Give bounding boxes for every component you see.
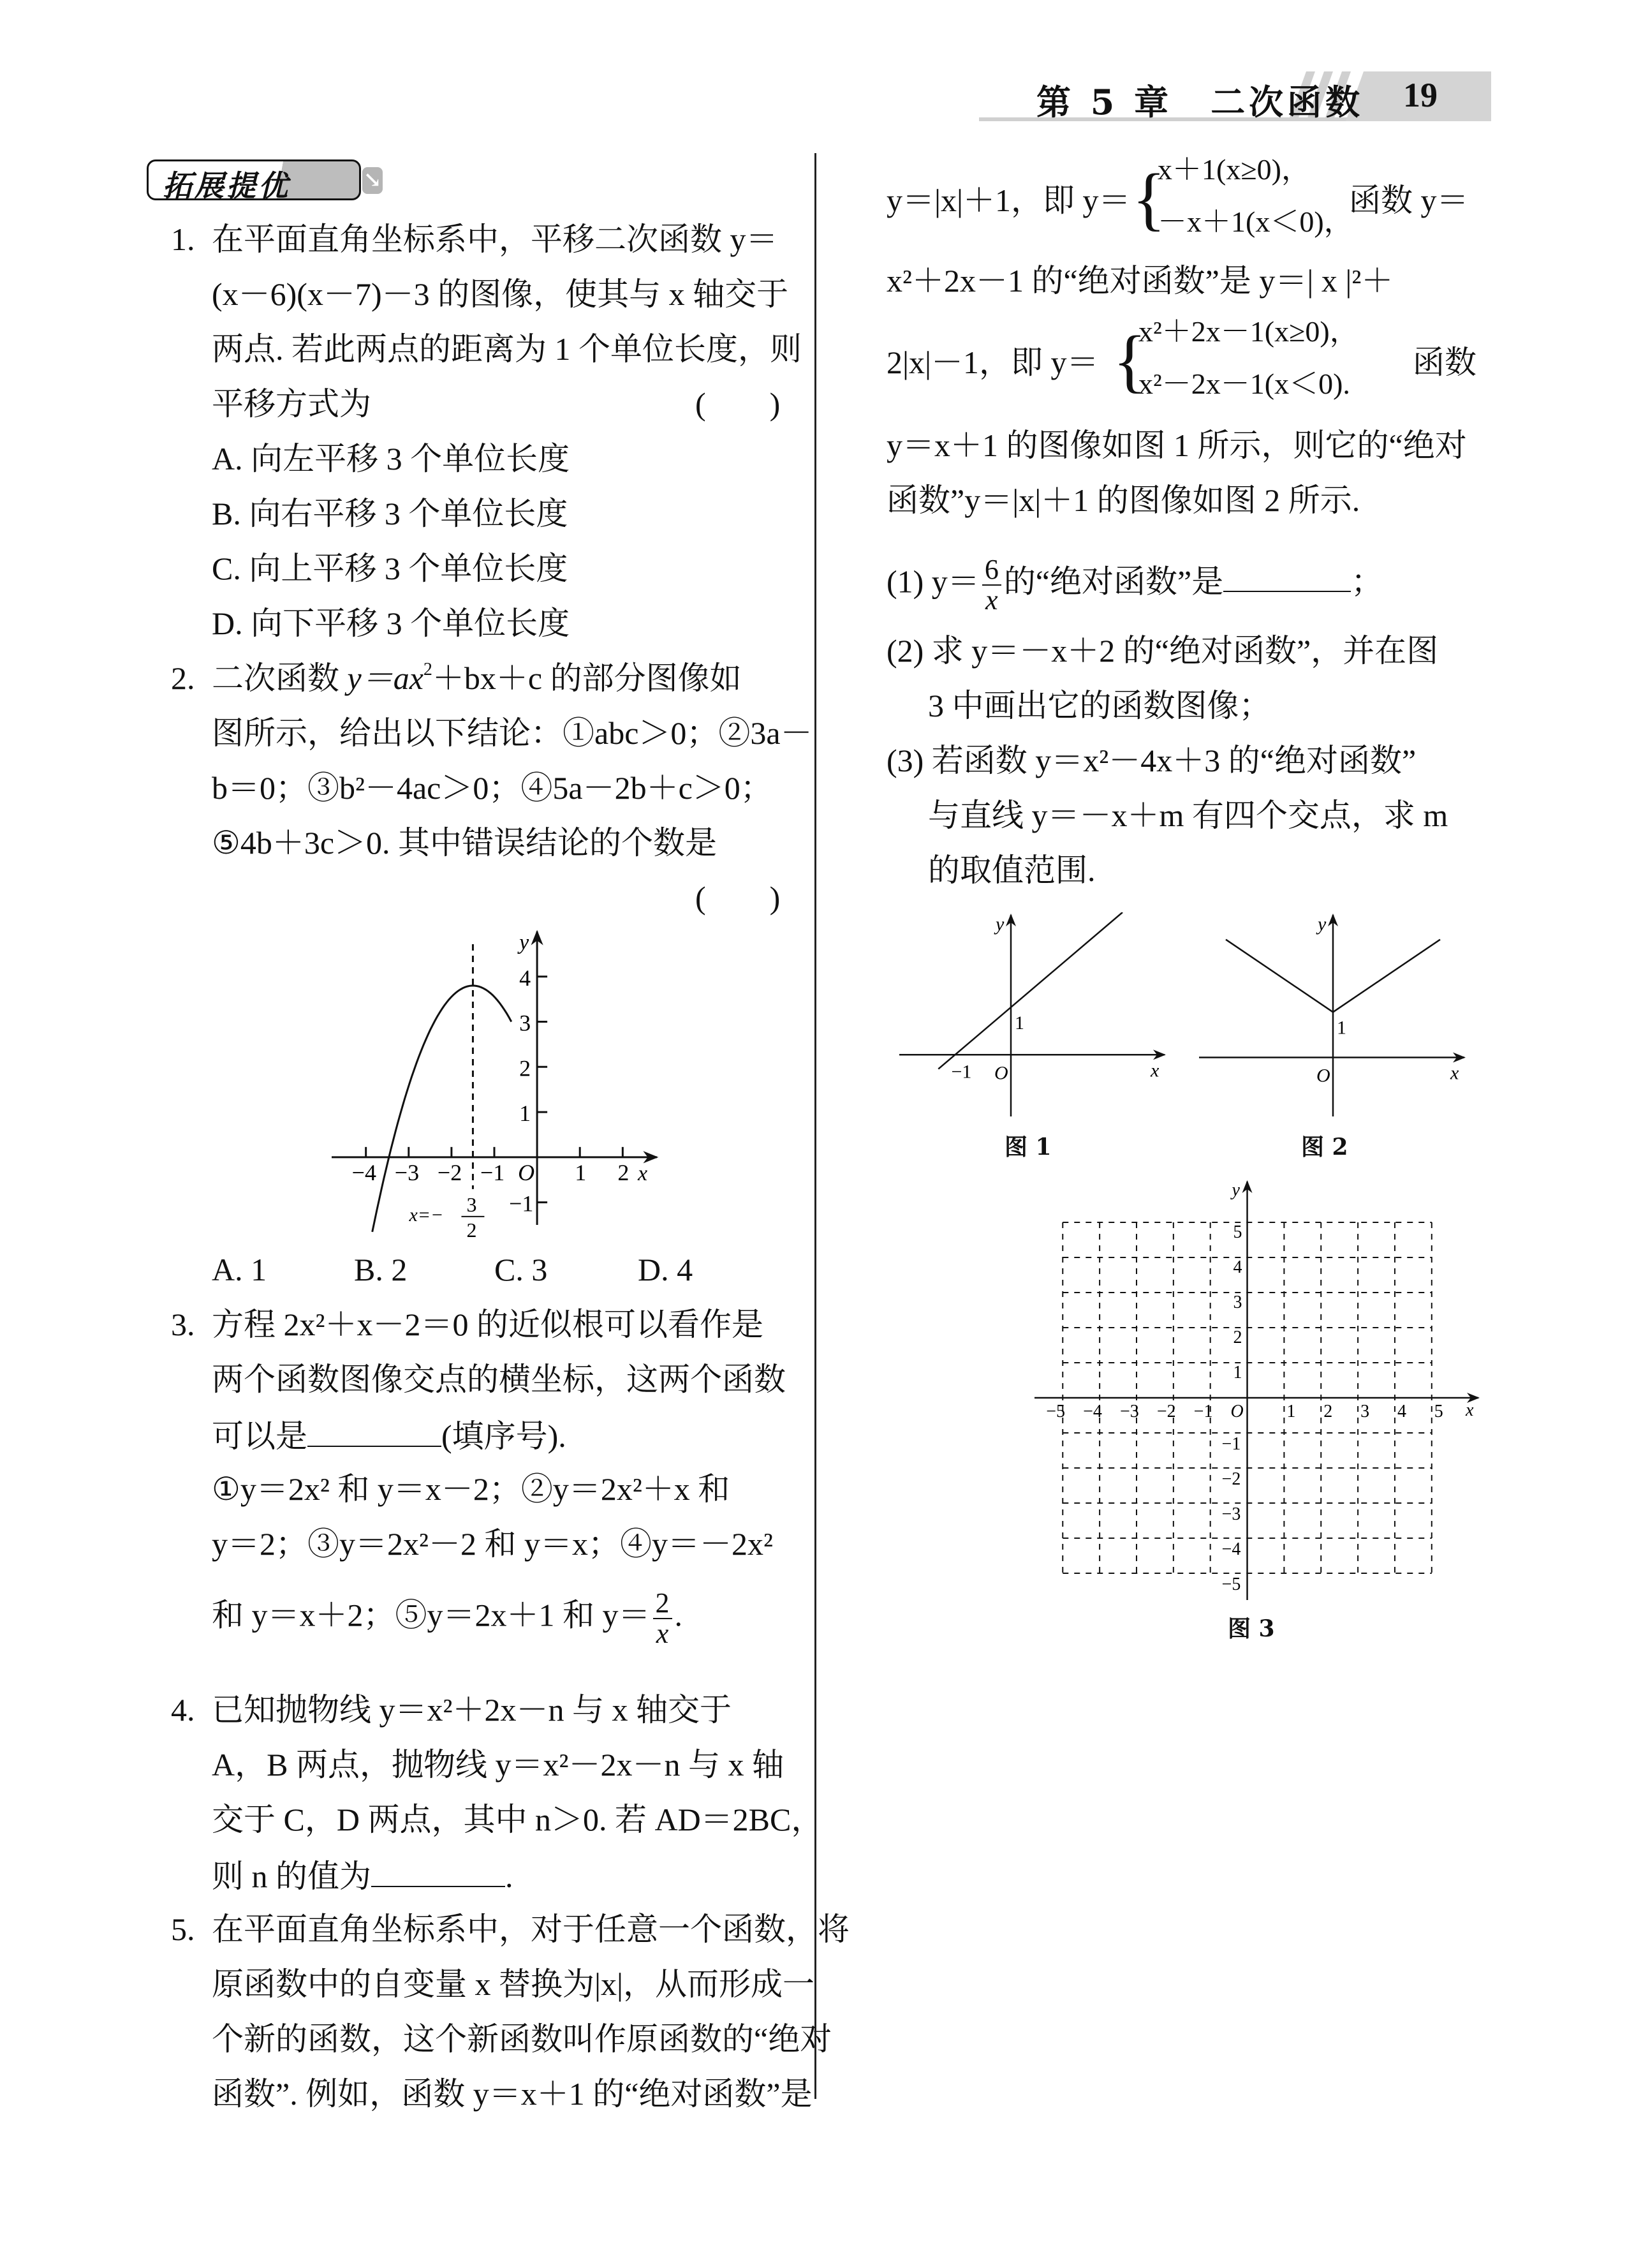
q1-line: (x－6)(x－7)－3 的图像，使其与 x 轴交于 [212,276,789,312]
q5-sub1-answer-blank[interactable] [1223,560,1351,592]
y-tick-label: 3 [1233,1293,1242,1312]
q5-sub3-line: 的取值范围. [928,852,1096,888]
x-axis-label: x [1466,1400,1474,1420]
origin-label: O [1230,1402,1244,1421]
q5-fraction [982,555,1001,615]
origin-label: O [518,1159,535,1185]
y-axis-label: y [1232,1180,1240,1200]
q5-case: x²＋2x－1(x≥0)， [1138,315,1359,348]
figure-1-caption: 图 1 [1005,1134,1052,1160]
q5-sub3-line: 与直线 y＝－x＋m 有四个交点，求 m [928,797,1448,833]
q3-line: 方程 2x²＋x－2＝0 的近似根可以看作是 [212,1307,763,1342]
q5-right-line: y＝|x|＋1，即 y＝ [887,182,1131,218]
q3-number: 3. [171,1307,195,1342]
fraction-denominator: x [985,584,998,616]
x-axis-label: x [638,1161,648,1185]
q2-number: 2. [171,660,195,696]
figure-3-caption: 图 3 [1228,1615,1275,1642]
q5-text: 的“绝对函数”是 [1003,563,1224,600]
q5-sub2-line: (2) 求 y＝－x＋2 的“绝对函数”，并在图 [887,633,1439,669]
y-tick-label: 2 [519,1055,531,1081]
x-tick-label: −3 [394,1159,420,1185]
q5-case: x²－2x－1(x＜0). [1138,367,1350,400]
origin-label: O [994,1062,1008,1084]
q5-sub1 [887,555,1383,615]
chapter-title: 二次函数 [1211,82,1364,122]
y-tick-label: −1 [509,1190,534,1217]
q3-text: . [674,1597,682,1633]
q3-text: 和 y＝x＋2；⑤y＝2x＋1 和 y＝ [212,1597,651,1633]
x-tick-label: 5 [1434,1402,1443,1421]
q4-answer-blank[interactable] [371,1855,505,1887]
q5-right-line: x²＋2x－1 的“绝对函数”是 y＝| x |²＋ [887,263,1394,299]
y-tick-label: 4 [519,965,531,991]
y-axis-label: y [1318,914,1327,935]
y-tick-label: −5 [1221,1575,1241,1594]
q3-option-line: ①y＝2x² 和 y＝x－2；②y＝2x²＋x 和 [212,1471,730,1507]
q5-case: －x＋1(x＜0)， [1158,205,1353,238]
x-tick-label: −1 [1193,1402,1213,1421]
figure-2-caption: 图 2 [1301,1134,1348,1160]
q1-line: 在平面直角坐标系中，平移二次函数 y＝ [212,221,778,257]
y-tick-label: −2 [1221,1469,1241,1489]
y-tick-label: 3 [519,1010,531,1036]
q1-answer-bracket[interactable]: ( ) [695,386,781,422]
y-tick-label: −3 [1221,1504,1241,1524]
x-tick-label: 2 [1323,1402,1333,1421]
q3-line: 两个函数图像交点的横坐标，这两个函数 [212,1361,786,1397]
y-tick-label: 1 [1233,1363,1242,1382]
x-tick-label: 4 [1397,1402,1406,1421]
y-axis-label: y [519,931,529,954]
q2-line: b＝0；③b²－4ac＞0；④5a－2b＋c＞0； [212,770,772,806]
x-tick-label: −4 [1083,1402,1102,1421]
origin-label: O [1316,1065,1330,1086]
section-title: 拓展提优 [163,168,290,203]
symmetry-label-numerator: 3 [466,1192,477,1216]
x-tick-label: 1 [575,1159,587,1185]
chapter-number: 第 5 章 [1036,82,1173,122]
figure-1-chart [899,912,1167,1116]
q1-option-a[interactable]: A. 向左平移 3 个单位长度 [212,441,570,477]
q1-number: 1. [171,221,195,257]
section-tab [147,159,361,203]
q5-text: ； [1351,563,1383,600]
y-tick-label: −4 [1221,1539,1241,1559]
brace-icon: { [1132,159,1166,237]
q3-answer-blank[interactable] [307,1415,441,1447]
q5-text: (1) y＝ [887,563,980,600]
q2-option-b[interactable]: B. 2 [354,1252,408,1287]
q2-answer-bracket[interactable]: ( ) [695,880,781,915]
q3-text: (填序号). [441,1418,566,1454]
q2-option-d[interactable]: D. 4 [638,1252,693,1287]
q3-fraction [653,1589,672,1649]
q1-option-d[interactable]: D. 向下平移 3 个单位长度 [212,605,570,641]
symmetry-label: x=− [409,1204,444,1226]
q5-right-line: 函数 [1413,345,1476,380]
q2-text: 二次函数 [212,660,348,696]
q5-line: 在平面直角坐标系中，对于任意一个函数，将 [212,1911,850,1947]
x-tick-label: −2 [437,1159,462,1185]
x-intercept-label: −1 [951,1061,972,1083]
x-axis-label: x [1450,1062,1459,1084]
y-tick-label: 2 [1233,1328,1242,1347]
parabola-curve [372,986,512,1232]
q4-line: A，B 两点，抛物线 y＝x²－2x－n 与 x 轴 [212,1747,784,1783]
q5-sub3-line: (3) 若函数 y＝x²－4x＋3 的“绝对函数” [887,743,1417,778]
brace-icon: { [1113,322,1147,399]
q1-line: 两点. 若此两点的距离为 1 个单位长度，则 [212,331,802,367]
symmetry-label-denominator: 2 [466,1218,477,1241]
q2-option-c[interactable]: C. 3 [494,1252,548,1287]
q1-option-b[interactable]: B. 向右平移 3 个单位长度 [212,496,568,531]
q1-line: 平移方式为 [212,386,371,422]
q4-line: 交于 C，D 两点，其中 n＞0. 若 AD＝2BC， [212,1802,823,1837]
q1-option-c[interactable]: C. 向上平移 3 个单位长度 [212,551,568,586]
q2-line: 图所示，给出以下结论：①abc＞0；②3a－ [212,715,813,751]
vertex-label: 1 [1337,1017,1346,1039]
fraction-numerator: 6 [982,555,1001,586]
x-tick-label: −1 [480,1159,505,1185]
q3-option-line [212,1589,682,1649]
q5-line: 原函数中的自变量 x 替换为|x|，从而形成一 [212,1966,815,2002]
q5-number: 5. [171,1911,195,1947]
x-tick-label: −2 [1156,1402,1176,1421]
q2-option-a[interactable]: A. 1 [212,1252,267,1287]
y-tick-label: 5 [1233,1222,1242,1242]
q2-line: ⑤4b＋3c＞0. 其中错误结论的个数是 [212,825,718,861]
q3-option-line: y＝2；③y＝2x²－2 和 y＝x；④y＝－2x² [212,1526,773,1562]
x-tick-label: −3 [1119,1402,1139,1421]
q5-line: 个新的函数，这个新函数叫作原函数的“绝对 [212,2021,832,2057]
arrow-down-right-icon: ↘ [362,167,383,194]
q5-right-line: y＝x＋1 的图像如图 1 所示，则它的“绝对 [887,427,1467,463]
q3-line [212,1415,566,1455]
q5-right-line: 函数”y＝|x|＋1 的图像如图 2 所示. [887,482,1360,518]
x-axis-label: x [1151,1060,1160,1081]
q3-text: 可以是 [212,1418,307,1454]
q2-parabola-chart [319,919,676,1250]
y-axis-label: y [996,914,1005,935]
q4-text: 则 n 的值为 [212,1858,371,1894]
q5-right-line: 2|x|－1，即 y＝ [887,345,1099,380]
q5-line: 函数”. 例如，函数 y＝x＋1 的“绝对函数”是 [212,2076,813,2112]
q5-right-line: 函数 y＝ [1349,182,1469,218]
y-intercept-label: 1 [1015,1012,1024,1034]
y-tick-label: 1 [519,1101,531,1127]
line-y-equals-x-plus-1 [938,912,1123,1069]
x-tick-label: 1 [1286,1402,1296,1421]
q2-line: 二次函数 $y=ax^2+bx+c$ 的部分图像如 [212,660,742,696]
q4-line [212,1855,513,1895]
y-tick-label: 4 [1233,1257,1242,1277]
q2-text: ＋bx＋c 的部分图像如 [432,660,742,696]
figure-3-grid-chart[interactable] [1033,1180,1480,1601]
q4-text: . [505,1858,513,1894]
q4-number: 4. [171,1692,195,1728]
fraction-denominator: x [656,1618,669,1649]
x-tick-label: −4 [351,1159,376,1185]
figure-2-chart [1199,912,1467,1116]
q5-case: x＋1(x≥0)， [1158,153,1311,186]
q5-sub2-line: 3 中画出它的函数图像； [928,688,1271,723]
chapter-heading [1036,75,1364,124]
fraction-numerator: 2 [653,1589,672,1619]
x-tick-label: 2 [617,1159,629,1185]
q2-math: y＝ax [347,660,423,696]
page-number: 19 [1403,76,1438,114]
x-tick-label: −5 [1046,1402,1066,1421]
x-tick-label: 3 [1360,1402,1370,1421]
y-tick-label: −1 [1221,1434,1241,1454]
q4-line: 已知抛物线 y＝x²＋2x－n 与 x 轴交于 [212,1692,732,1728]
